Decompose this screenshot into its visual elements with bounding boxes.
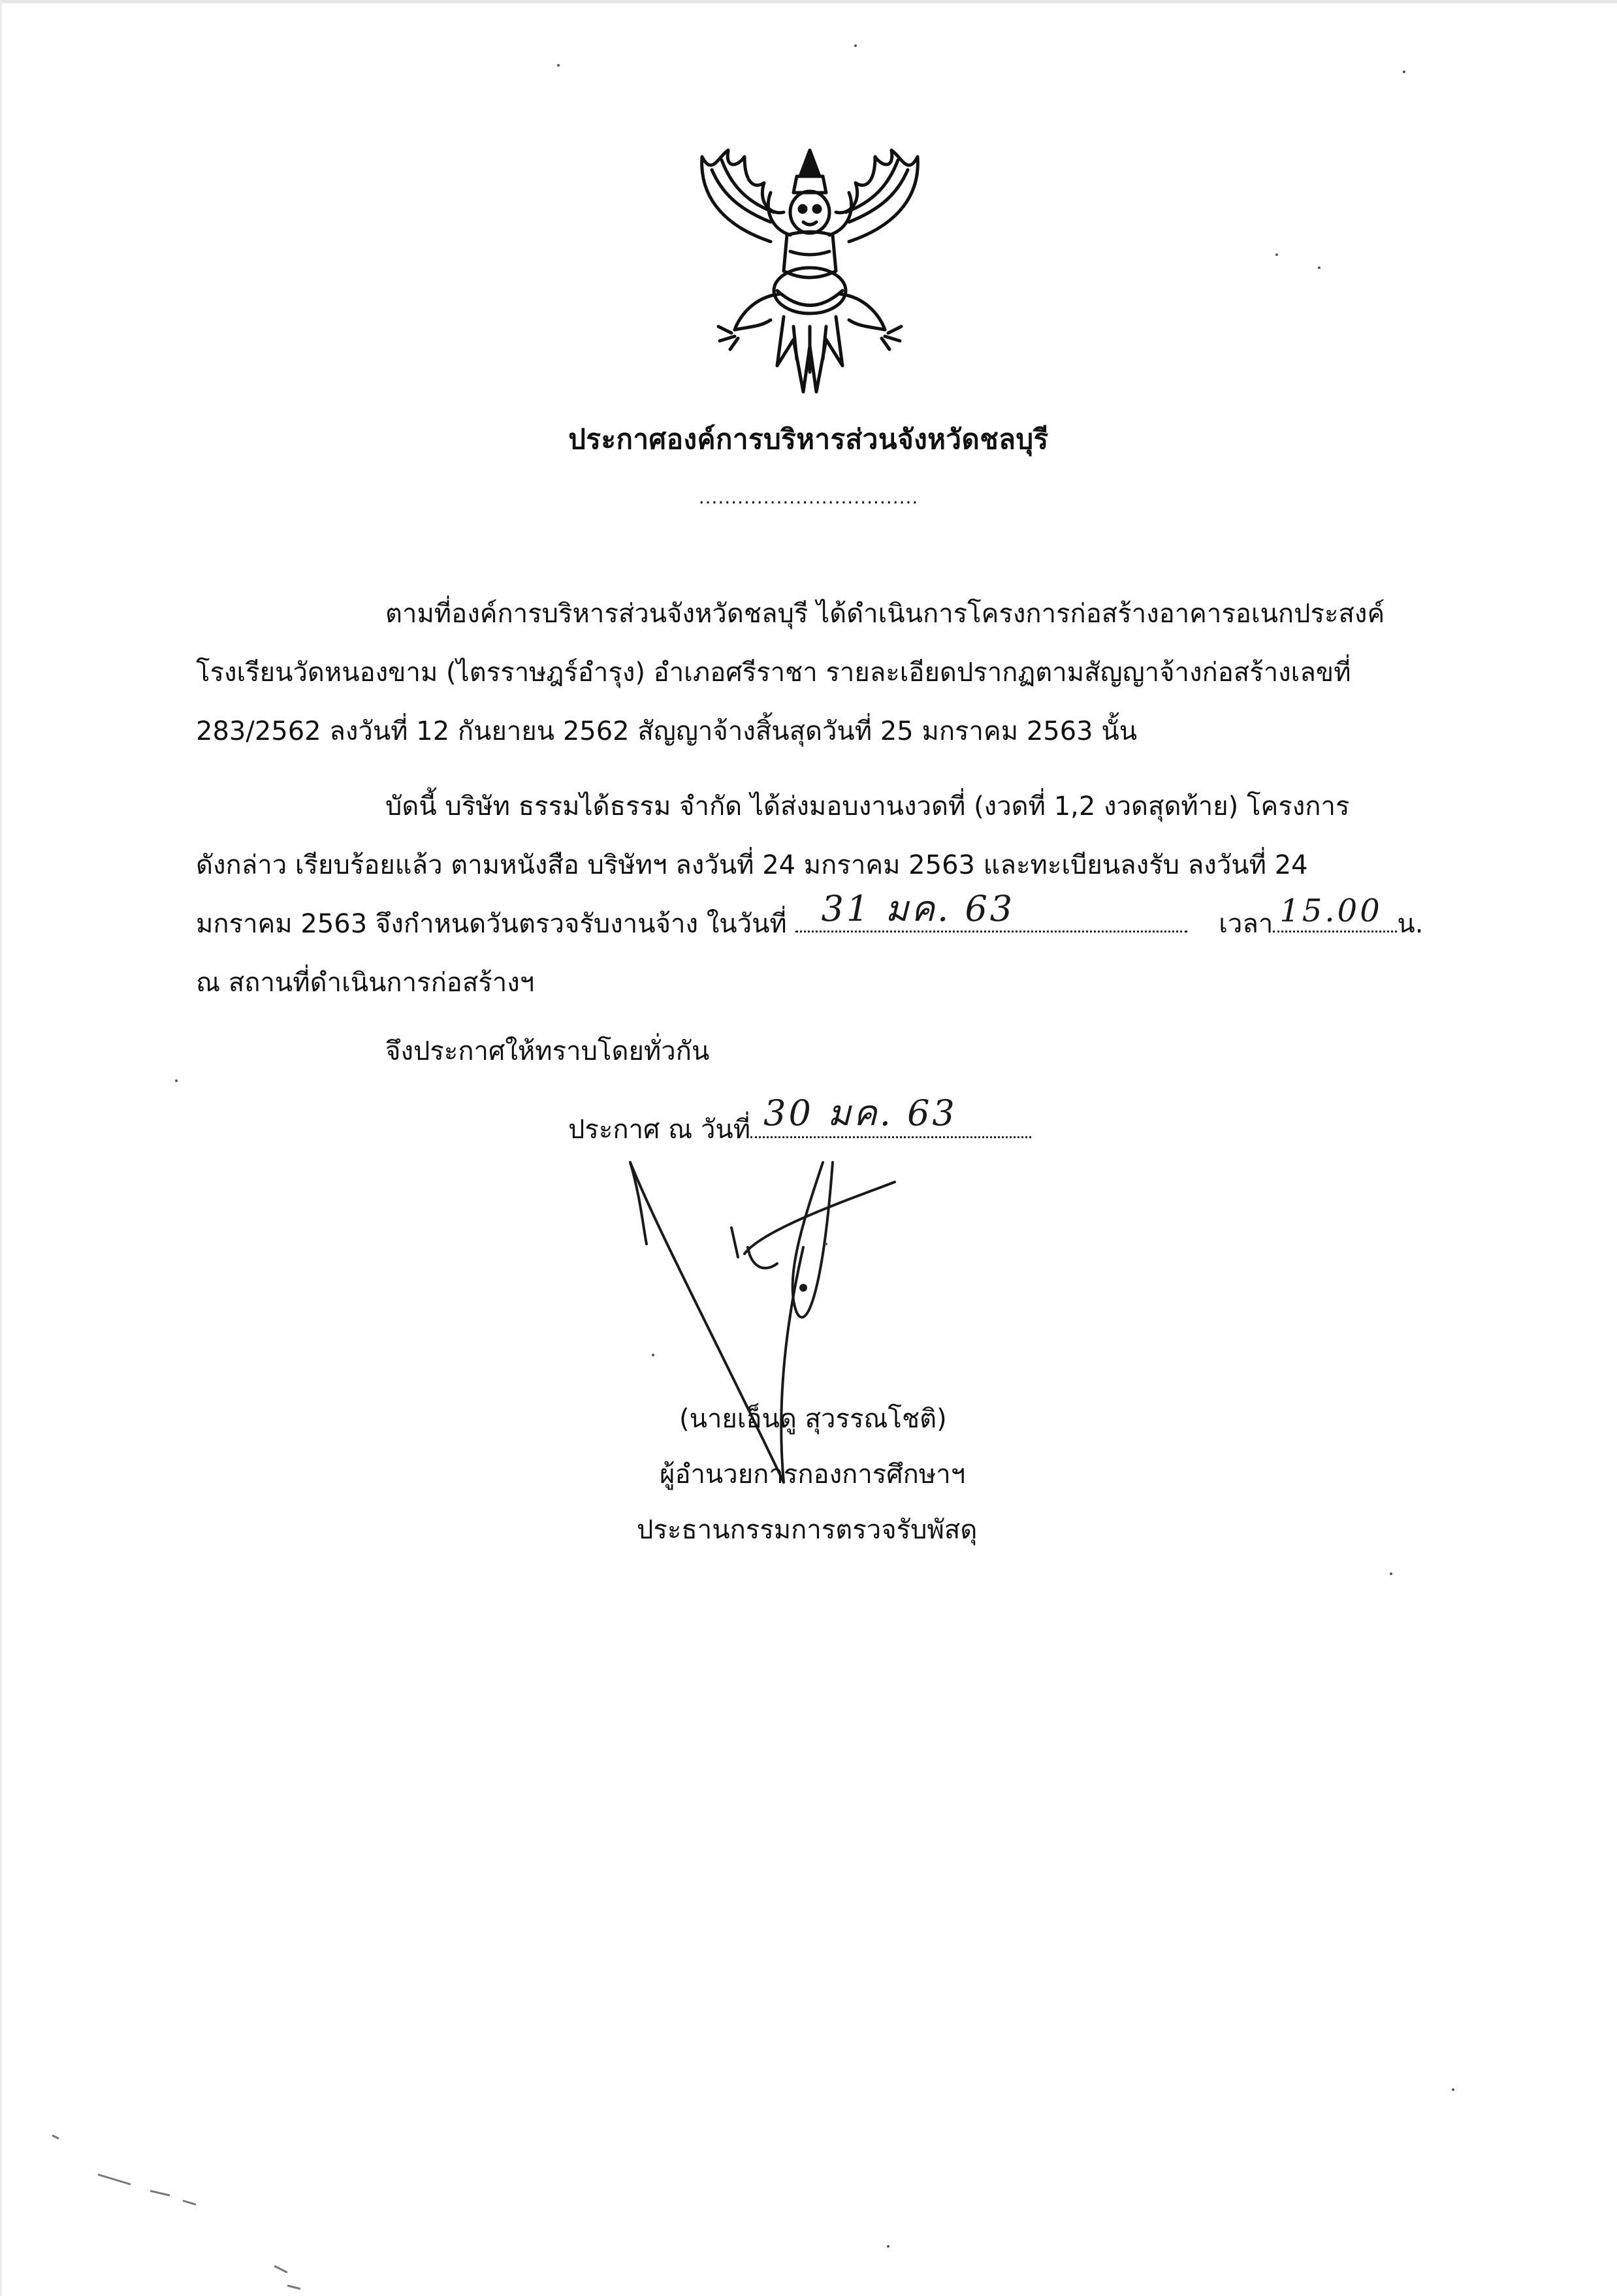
announce-date-handwritten: 30 มค. 63 (763, 1092, 957, 1134)
title-rule: .................................. (698, 486, 919, 508)
signatory-position1: ผู้อำนวยการกองการศึกษาฯ (660, 1459, 966, 1490)
page-title: ประกาศองค์การบริหารส่วนจังหวัดชลบุรี (568, 423, 1049, 455)
inspection-date-handwritten: 31 มค. 63 (821, 888, 1016, 929)
time-suffix: น. (1397, 909, 1424, 939)
time-label: เวลา (1219, 909, 1273, 939)
paragraph1-line1: ตามที่องค์การบริหารส่วนจังหวัดชลบุรี ได้ดำเนินการโครงการก่อสร้างอาคารอเนกประสงค์ (385, 599, 1385, 629)
paragraph2-line4: ณ สถานที่ดำเนินการก่อสร้างฯ (196, 968, 535, 998)
inspection-time-handwritten: 15.00 (1279, 893, 1383, 929)
paragraph1-line3: 283/2562 ลงวันที่ 12 กันยายน 2562 สัญญาจ้างสิ้นสุดวันที่ 25 มกราคม 2563 นั้น (196, 716, 1138, 746)
paragraph1-line2: โรงเรียนวัดหนองขาม (ไตรราษฎร์อำรุง) อำเภอศรีราชา รายละเอียดปรากฏตามสัญญาจ้างก่อสร้างเลขที่ (196, 658, 1351, 688)
paragraph2-line2: ดังกล่าว เรียบร้อยแล้ว ตามหนังสือ บริษัทฯ ลงวันที่ 24 มกราคม 2563 และทะเบียนลงรับ ลงวันที่ 24 (196, 850, 1308, 880)
signatory-position2: ประธานกรรมการตรวจรับพัสดุ (637, 1515, 978, 1545)
announce-date-label: ประกาศ ณ วันที่ (568, 1115, 751, 1145)
signatory-name: (นายเอ็นดู สุวรรณโชติ) (679, 1404, 947, 1434)
paragraph2-line1: บัดนี้ บริษัท ธรรมได้ธรรม จำกัด ได้ส่งมอบงานงวดที่ (งวดที่ 1,2 งวดสุดท้าย) โครงการ (385, 791, 1350, 821)
closing-text: จึงประกาศให้ทราบโดยทั่วกัน (385, 1036, 710, 1066)
paragraph2-line3-text: มกราคม 2563 จึงกำหนดวันตรวจรับงานจ้าง ในวันที่ (196, 909, 787, 939)
